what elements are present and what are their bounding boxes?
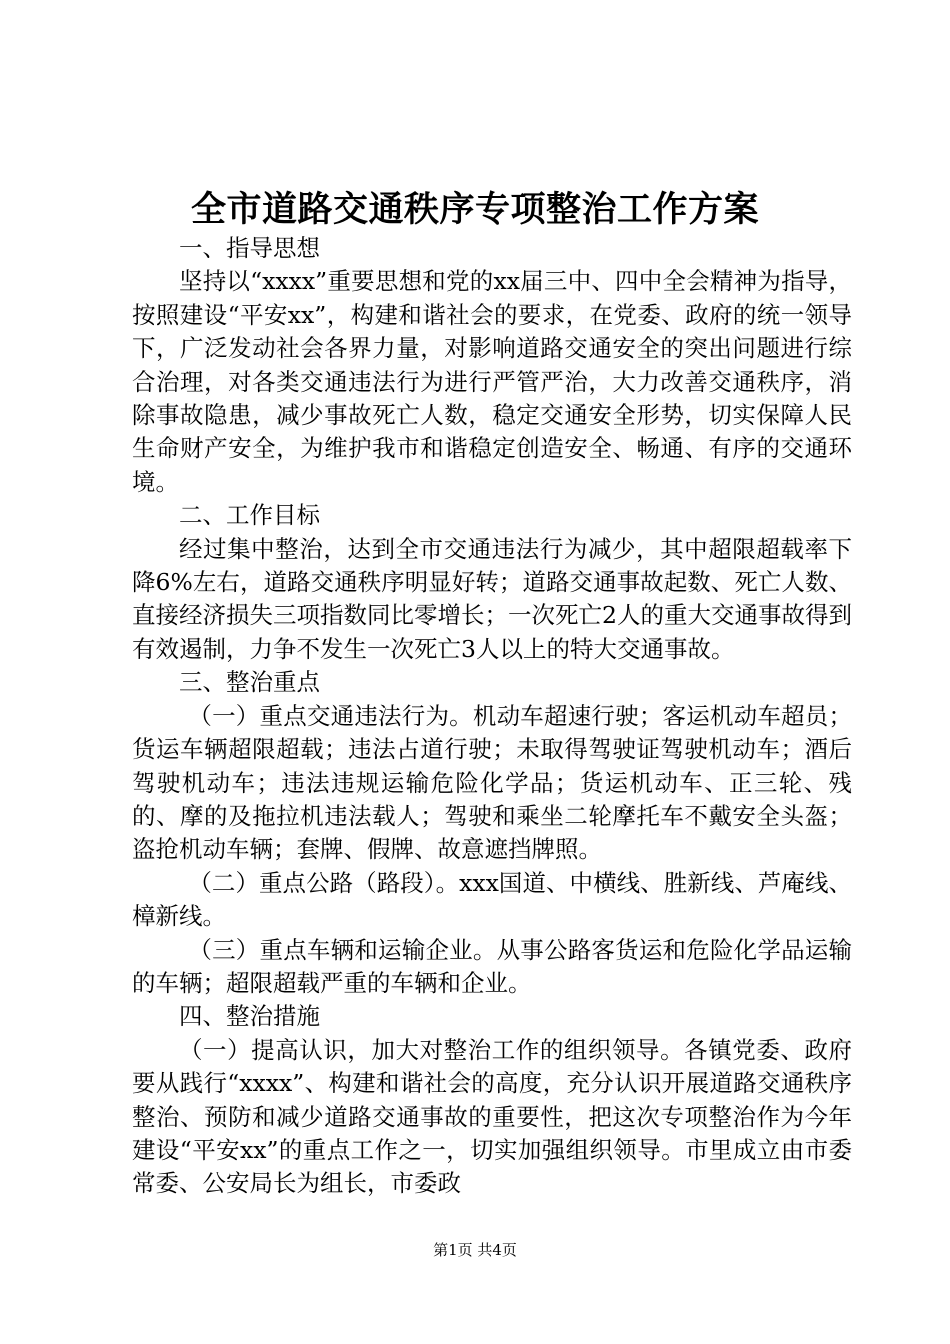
paragraph-guiding-ideology: 坚持以“xxxx”重要思想和党的xx届三中、四中全会精神为指导，按照建设“平安xx”，构建和谐社会的要求，在党委、政府的统一领导下，广泛发动社会各界力量，对影响道路交通安全的突出问题进行综合治理，对各类交通违法行为进行严管严治，大力改善交通秩序，消除事故隐患，减少事故死亡人数，稳定交通安全形势，切实保障人民生命财产安全，为维护我市和谐稳定创造安全、畅通、有序的交通环境。 [132,267,852,496]
paragraph-key-violations: （一）重点交通违法行为。机动车超速行驶；客运机动车超员；货运车辆超限超载；违法占道行驶；未取得驾驶证驾驶机动车；酒后驾驶机动车；违法违规运输危险化学品；货运机动车、正三轮、残的、摩的及拖拉机违法载人；驾驶和乘坐二轮摩托车不戴安全头盔；盗抢机动车辆；套牌、假牌、故意遮挡牌照。 [132,701,852,864]
document-title: 全市道路交通秩序专项整治工作方案 [190,189,759,230]
paragraph-measures-leadership: （一）提高认识，加大对整治工作的组织领导。各镇党委、政府要从践行“xxxx”、构建和谐社会的高度，充分认识开展道路交通秩序整治、预防和减少道路交通事故的重要性，把这次专项整治作为今年建设“平安xx”的重点工作之一，切实加强组织领导。市里成立由市委常委、公安局长为组长，市委政 [132,1035,852,1198]
section-heading-measures: 四、整治措施 [179,1002,320,1031]
paragraph-key-roads: （二）重点公路（路段）。xxx国道、中横线、胜新线、芦庵线、樟新线。 [132,868,852,931]
page-footer: 第1页 共4页 [433,1241,517,1259]
paragraph-key-vehicles: （三）重点车辆和运输企业。从事公路客货运和危险化学品运输的车辆；超限超载严重的车辆和企业。 [132,935,852,997]
section-heading-guiding-ideology: 一、指导思想 [179,234,320,262]
document-body [132,232,852,1201]
paragraph-work-goals: 经过集中整治，达到全市交通违法行为减少，其中超限超载率下降6%左右，道路交通秩序明显好转；道路交通事故起数、死亡人数、直接经济损失三项指数同比零增长；一次死亡2人的重大交通事故得到有效遏制，力争不发生一次死亡3人以上的特大交通事故。 [132,534,852,663]
section-heading-key-focus: 三、整治重点 [179,668,320,697]
section-heading-work-goals: 二、工作目标 [179,501,320,530]
